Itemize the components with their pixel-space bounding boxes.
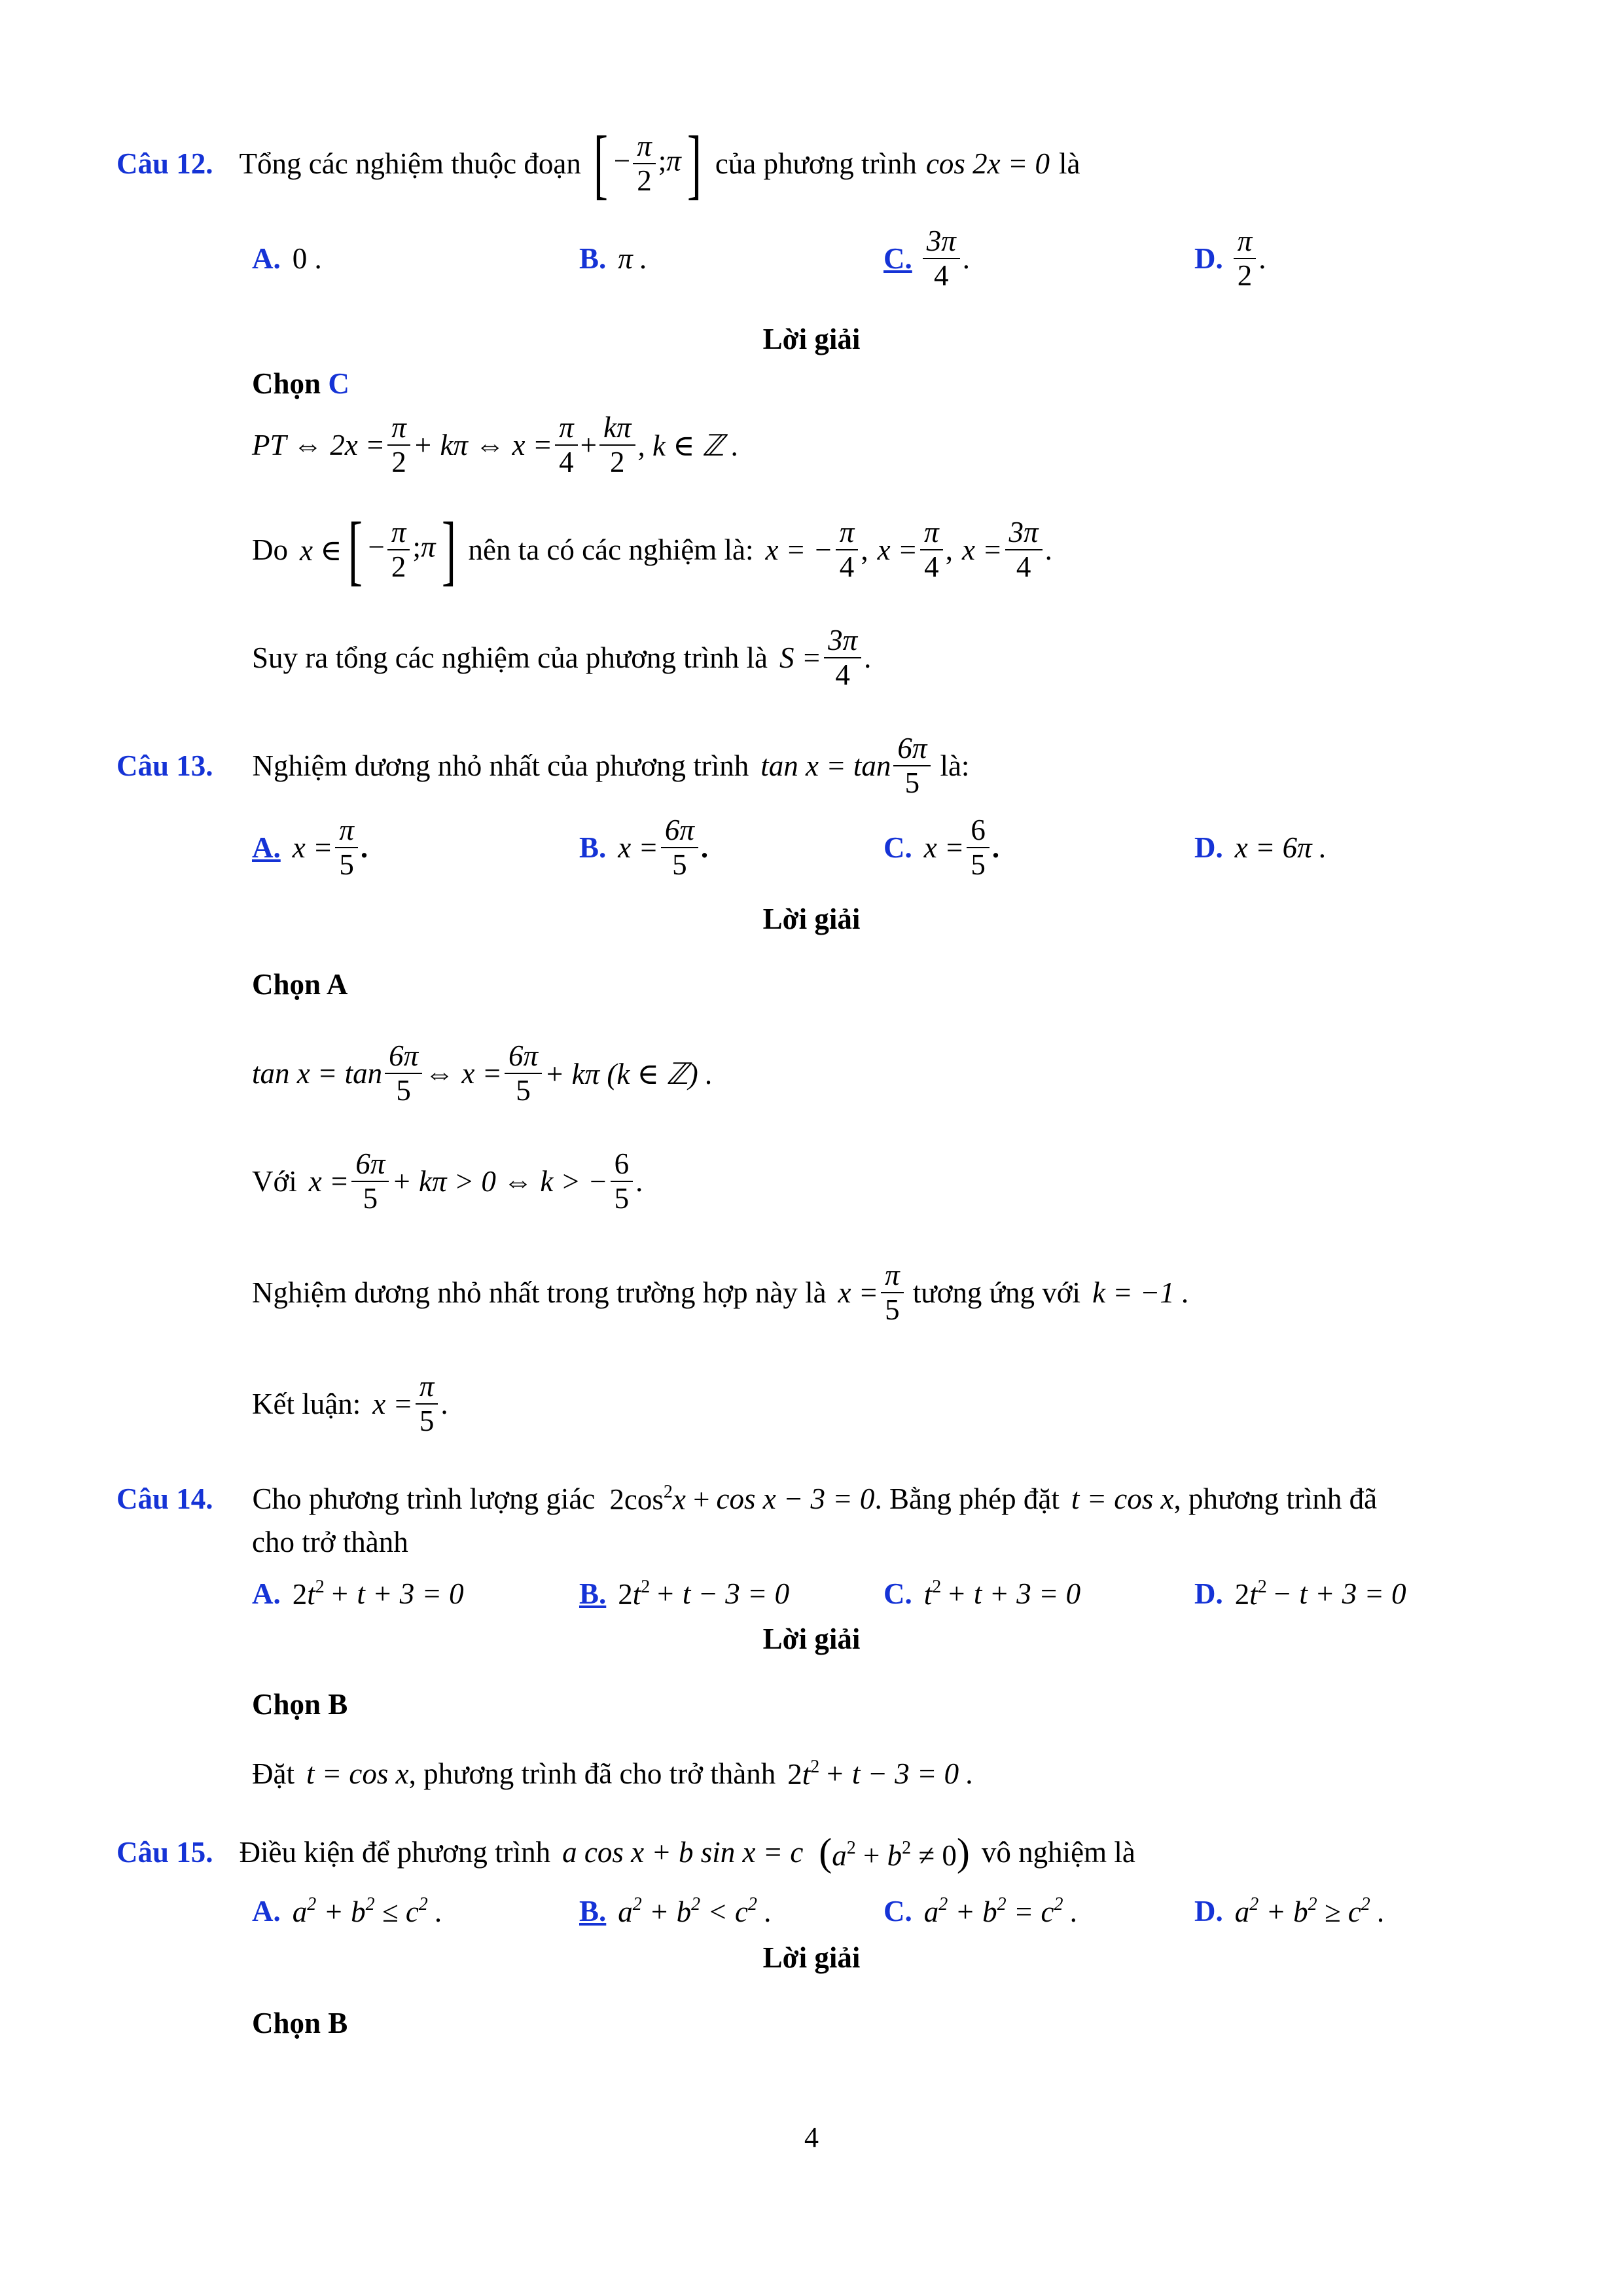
q14-line1-c: , phương trình đã cho trở thành	[408, 1757, 776, 1790]
q14-choose: Chọn B	[252, 1688, 348, 1721]
q12-line1-c: +	[580, 429, 597, 461]
q12-option-c-label: C.	[883, 242, 912, 275]
q13-equation: tan x = tan	[760, 749, 891, 782]
q12-option-b-label: B.	[579, 242, 607, 275]
q12-choose	[252, 367, 349, 401]
q15-equation: a cos x + b sin x = c	[562, 1836, 804, 1869]
q14-option-a-value: + t + 3 = 0	[329, 1577, 464, 1610]
q12-option-d-num: π	[1234, 226, 1257, 259]
q13-solution-title: Lời giải	[762, 903, 861, 935]
page-number: 4	[804, 2121, 819, 2153]
q13-line2-b: x =	[308, 1165, 349, 1198]
q14-solution-title: Lời giải	[762, 1623, 861, 1655]
q13-text: Nghiệm dương nhỏ nhất của phương trình	[252, 749, 749, 782]
q15-text-b: vô nghiệm là	[981, 1836, 1135, 1869]
q12-option-c-den: 4	[934, 259, 949, 292]
q12-solution-line-3: Suy ra tổng các nghiệm của phương trình là S = $\frac{3\pi}{4}$ .	[252, 623, 872, 691]
q13-text-b: là:	[940, 749, 970, 782]
q15-option-d-label: D.	[1194, 1895, 1223, 1928]
q14-option-a-label: A.	[252, 1577, 281, 1610]
q14-option-c: C. $t^2$ + t + 3 = 0	[883, 1576, 1081, 1611]
q14-option-d-value: − t + 3 = 0	[1272, 1577, 1406, 1610]
q14-option-a: A. $2t^2$ + t + 3 = 0	[252, 1576, 464, 1611]
q12-line3-b: S =	[779, 641, 822, 674]
q13-option-a: A. x = $\frac{\pi}{5}$ .	[252, 813, 368, 881]
q12-option-b	[579, 219, 647, 298]
q15-solution-title: Lời giải	[762, 1941, 861, 1974]
q12-text: Tổng các nghiệm thuộc đoạn	[239, 147, 581, 180]
q13-line4-a: Kết luận:	[252, 1388, 361, 1420]
q14-stem-line-2: cho trở thành	[252, 1526, 408, 1558]
q13-option-c: C. x = $\frac{6}{5}$ .	[883, 813, 1000, 881]
q12-solution-title: Lời giải	[762, 323, 861, 355]
q12-choose-letter: C	[328, 367, 349, 400]
q14-option-b-label: B.	[579, 1577, 607, 1610]
q13-solution-line-1: tan x = tan $\frac{6\pi}{5}$ ⇔ x = $\frac{6\pi}{5}$ + kπ (k ∈ ℤ) .	[252, 1039, 713, 1107]
q13-choose: Chọn A	[252, 968, 348, 1001]
q15-option-b-label: B.	[579, 1895, 607, 1928]
q14-text: Cho phương trình lượng giác	[252, 1482, 596, 1515]
q12-bracket-right: ]	[687, 120, 702, 207]
q15-option-c: C. $a^2 + b^2 = c^2$ .	[883, 1893, 1078, 1928]
q13-option-a-label: A.	[252, 831, 281, 864]
q14-equation: cos x − 3 = 0	[716, 1482, 875, 1515]
q15-text: Điều kiện để phương trình	[239, 1836, 551, 1869]
q12-line2-c: nên ta có các nghiệm là:	[468, 533, 754, 566]
q15-label: Câu 15.	[116, 1836, 213, 1869]
q14-option-c-label: C.	[883, 1577, 912, 1610]
q13-line1-c: + kπ (k ∈ ℤ) .	[544, 1057, 713, 1090]
q14-text-c: , phương trình đã	[1173, 1482, 1378, 1515]
q13-line3-c: k = −1 .	[1092, 1276, 1190, 1309]
q12-option-d-label: D.	[1194, 242, 1223, 275]
q14-option-d: D. $2t^2$ − t + 3 = 0	[1194, 1576, 1406, 1611]
q13-solution-line-2: Với x = $\frac{6\pi}{5}$ + kπ > 0 ⇔ k > − $\frac{6}{5}$ .	[252, 1147, 643, 1215]
q12-option-a	[252, 219, 322, 298]
q12-option-d: D. $\frac{\pi}{2}$ .	[1194, 224, 1266, 292]
q12-bracket-left: [	[593, 120, 608, 207]
q15-option-a-label: A.	[252, 1895, 281, 1928]
q14-solution-line-1: Đặt t = cos x , phương trình đã cho trở thành $2t^2$ + t − 3 = 0 .	[252, 1756, 974, 1791]
q12-option-a-label: A.	[252, 242, 281, 275]
q13-label: Câu 13.	[116, 749, 213, 782]
q12-option-a-value: 0 .	[292, 242, 322, 275]
q15-option-d: D. $a^2 + b^2 \ge c^2$ .	[1194, 1893, 1385, 1928]
q12-option-d-den: 2	[1237, 259, 1253, 292]
q12-option-b-value: π .	[618, 242, 648, 275]
q12-line3-a: Suy ra tổng các nghiệm của phương trình là	[252, 641, 768, 674]
q13-line2-a: Với	[252, 1165, 297, 1198]
q13-option-b: B. x = $\frac{6\pi}{5}$ .	[579, 813, 709, 881]
q13-option-c-label: C.	[883, 831, 912, 864]
q15-option-c-label: C.	[883, 1895, 912, 1928]
q12-option-c: C. $\frac{3\pi}{4}$ .	[883, 224, 971, 292]
q12-equation: cos 2x = 0	[925, 147, 1050, 180]
q14-label: Câu 14.	[116, 1482, 213, 1515]
q12-line1-b: + kπ ⇔ x =	[412, 429, 553, 461]
q13-stem: Câu 13. Nghiệm dương nhỏ nhất của phương trình tan x = tan $\frac{6\pi}{5}$ là:	[116, 731, 970, 799]
q14-stem-line-1: Câu 14. Cho phương trình lượng giác $2\cos^2x$ + cos x − 3 = 0 . Bằng phép đặt t = cos x , phương trình đã	[116, 1481, 1378, 1516]
q14-option-b-value: + t − 3 = 0	[655, 1577, 790, 1610]
q12-line1-d: , k ∈ ℤ .	[637, 429, 739, 462]
q13-option-b-label: B.	[579, 831, 607, 864]
q15-stem: Câu 15. Điều kiện để phương trình a cos x + b sin x = c $(a^2 + b^2 \ne 0)$ vô nghiệm là	[116, 1830, 1135, 1874]
q13-line2-c: + kπ > 0 ⇔ k > −	[391, 1165, 608, 1198]
q12-text-c: là	[1059, 147, 1080, 180]
q12-text-b: của phương trình	[715, 147, 917, 180]
q12-choose-word: Chọn	[252, 367, 321, 400]
q13-option-d-label: D.	[1194, 831, 1223, 864]
q13-line1-b: ⇔ x =	[425, 1057, 502, 1090]
q14-text-b: . Bằng phép đặt	[874, 1482, 1060, 1515]
q12-stem	[116, 118, 1080, 209]
q13-line1-a: tan x = tan	[252, 1057, 383, 1090]
q13-solution-line-3: Nghiệm dương nhỏ nhất trong trường hợp này là x = $\frac{\pi}{5}$ tương ứng với k = −1 .	[252, 1258, 1190, 1326]
q13-conclusion: Kết luận: x = $\frac{\pi}{5}$ .	[252, 1369, 448, 1437]
q12-line2-a: Do	[252, 533, 288, 566]
q14-option-d-label: D.	[1194, 1577, 1223, 1610]
q12-label: Câu 12.	[116, 147, 213, 180]
q13-line3-a: Nghiệm dương nhỏ nhất trong trường hợp này là	[252, 1276, 827, 1309]
q12-line2-b: x ∈	[300, 533, 342, 567]
q12-option-c-num: 3π	[923, 226, 960, 259]
q14-option-c-value: + t + 3 = 0	[946, 1577, 1081, 1610]
q13-option-d	[1194, 812, 1327, 884]
q14-line1-d: + t − 3 = 0 .	[825, 1757, 974, 1790]
q14-option-b: B. $2t^2$ + t − 3 = 0	[579, 1576, 790, 1611]
q14-line1-b: t = cos x	[306, 1757, 409, 1790]
q14-substitution: t = cos x	[1071, 1482, 1174, 1515]
q15-option-a: A. $a^2 + b^2 \le c^2$ .	[252, 1893, 443, 1928]
q13-line3-b: tương ứng với	[912, 1276, 1081, 1309]
q15-choose: Chọn B	[252, 2007, 348, 2039]
q12-solution-line-2: Do x ∈ [ − $\frac{\pi}{2}$ ;π ] nên ta có các nghiệm là: x = − $\frac{\pi}{4}$ , x = $\frac{\pi}{4}$ , x = $\frac{3\pi}{4}$ .	[252, 506, 1052, 593]
q12-solution-line-1: PT ⇔ 2x = $\frac{\pi}{2}$ + kπ ⇔ x = $\frac{\pi}{4}$ + $\frac{k\pi}{2}$ , k ∈ ℤ .	[252, 410, 739, 478]
q12-line1-a: PT ⇔ 2x =	[252, 429, 385, 461]
q14-line1-a: Đặt	[252, 1757, 294, 1790]
q13-option-d-value: x = 6π .	[1234, 831, 1327, 864]
q15-option-b: B. $a^2 + b^2 < c^2$ .	[579, 1893, 772, 1928]
q12-interval: − $\frac{\pi}{2}$ ;π	[613, 129, 681, 197]
